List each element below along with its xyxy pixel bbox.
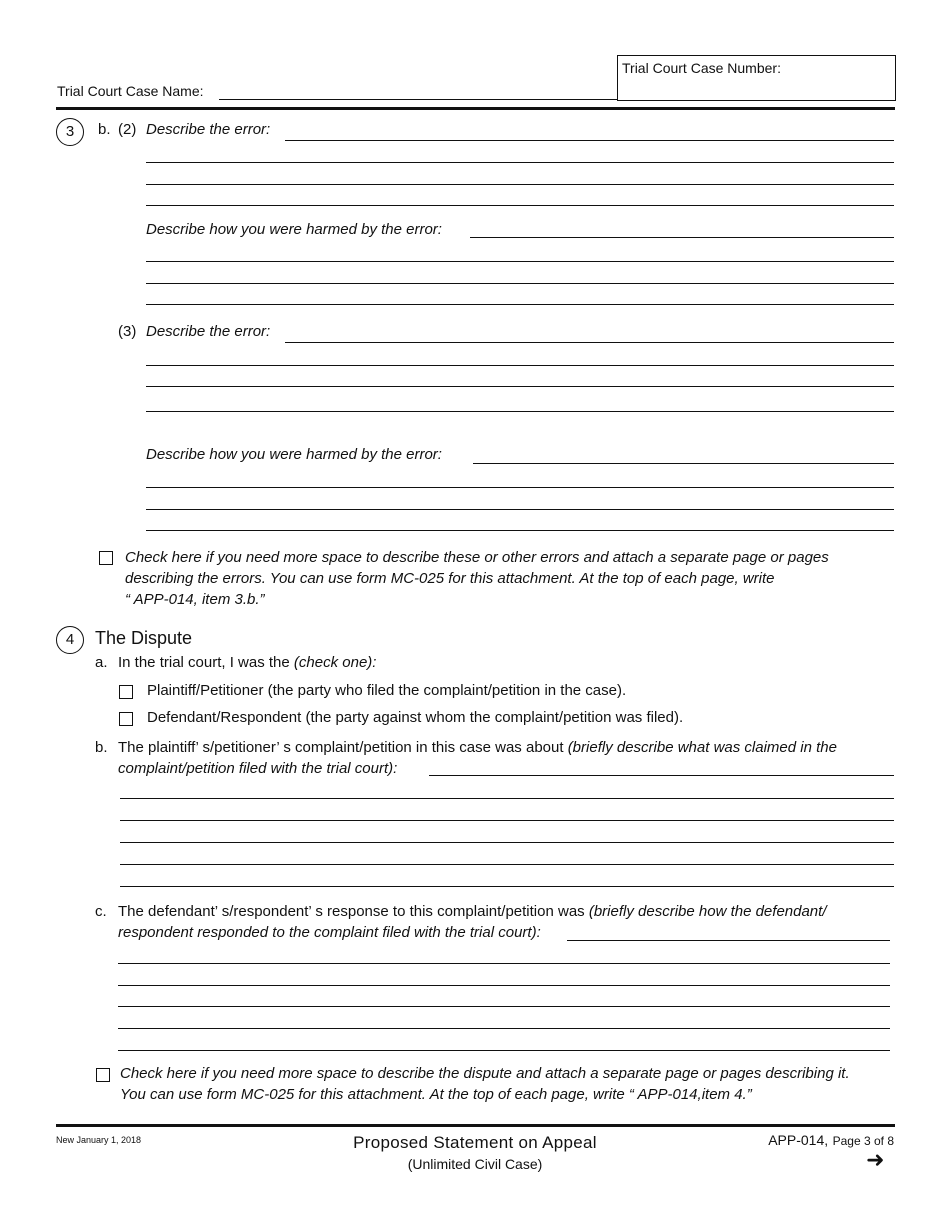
describe-harm-label-3: Describe how you were harmed by the error: bbox=[146, 446, 442, 463]
more-space-errors-text: describing the errors. You can use form MC-025 for this attachment. At the top of each page, write bbox=[125, 570, 775, 587]
case-name-field[interactable] bbox=[219, 99, 617, 100]
dispute-heading: The Dispute bbox=[95, 628, 193, 648]
plaintiff-option-label: Plaintiff/Petitioner (the party who filed the complaint/petition in the case). bbox=[147, 682, 627, 699]
item-4a-letter: a. bbox=[95, 654, 108, 671]
harm-3-line[interactable] bbox=[146, 509, 894, 510]
harm-3-line[interactable] bbox=[146, 487, 894, 488]
item-4c-letter: c. bbox=[95, 903, 107, 920]
more-space-errors-text: Check here if you need more space to describe these or other errors and attach a separate page or pages bbox=[125, 549, 829, 566]
error-2-line[interactable] bbox=[146, 205, 894, 206]
error-3-line[interactable] bbox=[146, 386, 894, 387]
form-id-page bbox=[700, 1132, 894, 1150]
describe-error-label-3: Describe the error: bbox=[146, 323, 271, 340]
item-3b-letter: b. bbox=[98, 121, 111, 138]
page-number: Page 3 of 8 bbox=[832, 1134, 894, 1148]
error-3-line[interactable] bbox=[146, 411, 894, 412]
harm-2-line[interactable] bbox=[146, 304, 894, 305]
defendant-response-line[interactable] bbox=[567, 940, 890, 941]
defendant-response-label-2: respondent responded to the complaint filed with the trial court): bbox=[118, 924, 541, 941]
plaintiff-claim-line[interactable] bbox=[120, 864, 894, 865]
defendant-response-line[interactable] bbox=[118, 1050, 890, 1051]
error-2-line[interactable] bbox=[285, 140, 894, 141]
more-space-dispute-checkbox[interactable] bbox=[96, 1068, 110, 1082]
item-3-number: 3 bbox=[56, 118, 84, 146]
defendant-option-label: Defendant/Respondent (the party against whom the complaint/petition was filed). bbox=[147, 709, 684, 726]
item-3b3-number: (3) bbox=[118, 323, 137, 340]
harm-3-line[interactable] bbox=[146, 530, 894, 531]
describe-error-label-2: Describe the error: bbox=[146, 121, 271, 138]
form-subtitle: (Unlimited Civil Case) bbox=[407, 1156, 543, 1172]
item-4-number: 4 bbox=[56, 626, 84, 654]
more-space-dispute-text: Check here if you need more space to describe the dispute and attach a separate page or pages describing it. bbox=[120, 1065, 850, 1082]
error-2-line[interactable] bbox=[146, 162, 894, 163]
more-space-errors-text: “ APP-014, item 3.b.” bbox=[125, 591, 265, 608]
error-3-line[interactable] bbox=[146, 365, 894, 366]
plaintiff-claim-line[interactable] bbox=[429, 775, 894, 776]
form-id: APP-014, bbox=[768, 1132, 829, 1148]
harm-2-line[interactable] bbox=[146, 283, 894, 284]
plaintiff-checkbox[interactable] bbox=[119, 685, 133, 699]
item-4b-letter: b. bbox=[95, 739, 108, 756]
harm-2-line[interactable] bbox=[470, 237, 894, 238]
plaintiff-claim-label: The plaintiff’ s/petitioner’ s complaint/petition in this case was about (briefly describe what was claimed in the bbox=[118, 739, 837, 756]
plaintiff-claim-line[interactable] bbox=[120, 842, 894, 843]
describe-harm-label-2: Describe how you were harmed by the error: bbox=[146, 221, 442, 238]
plaintiff-claim-label-2: complaint/petition filed with the trial court): bbox=[118, 760, 398, 777]
harm-2-line[interactable] bbox=[146, 261, 894, 262]
plaintiff-claim-line[interactable] bbox=[120, 886, 894, 887]
case-number-label: Trial Court Case Number: bbox=[622, 60, 781, 76]
defendant-checkbox[interactable] bbox=[119, 712, 133, 726]
case-number-box[interactable] bbox=[617, 55, 896, 101]
defendant-response-label: The defendant’ s/respondent’ s response to this complaint/petition was (briefly describe how the defendant/ bbox=[118, 903, 827, 920]
more-space-dispute-text: You can use form MC-025 for this attachment. At the top of each page, write “ APP-014,item 4.” bbox=[120, 1086, 752, 1103]
error-2-line[interactable] bbox=[146, 184, 894, 185]
plaintiff-claim-line[interactable] bbox=[120, 820, 894, 821]
case-name-label: Trial Court Case Name: bbox=[57, 83, 204, 99]
defendant-response-line[interactable] bbox=[118, 1006, 890, 1007]
revision-date: New January 1, 2018 bbox=[56, 1135, 142, 1145]
form-title: Proposed Statement on Appeal bbox=[353, 1133, 597, 1152]
defendant-response-line[interactable] bbox=[118, 985, 890, 986]
right-arrow-icon: ➜ bbox=[866, 1147, 885, 1172]
more-space-errors-checkbox[interactable] bbox=[99, 551, 113, 565]
error-3-line[interactable] bbox=[285, 342, 894, 343]
defendant-response-line[interactable] bbox=[118, 1028, 890, 1029]
harm-3-line[interactable] bbox=[473, 463, 894, 464]
defendant-response-line[interactable] bbox=[118, 963, 890, 964]
item-3b2-number: (2) bbox=[118, 121, 137, 138]
footer-rule bbox=[56, 1124, 895, 1127]
header-rule bbox=[56, 107, 895, 110]
party-question: In the trial court, I was the (check one): bbox=[118, 654, 377, 671]
plaintiff-claim-line[interactable] bbox=[120, 798, 894, 799]
